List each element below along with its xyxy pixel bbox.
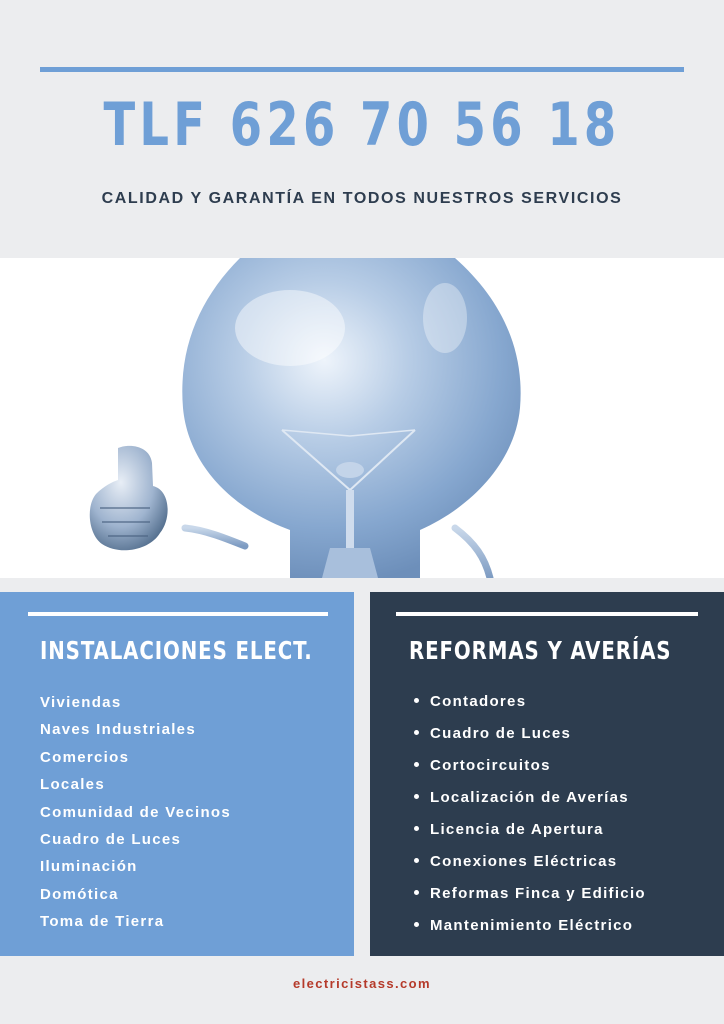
- bullet-icon: [414, 794, 419, 799]
- bullet-icon: [414, 890, 419, 895]
- list-item: Iluminación: [40, 858, 138, 876]
- list-item-label: Contadores: [430, 693, 527, 710]
- panel-divider: [28, 612, 328, 616]
- bullet-icon: [414, 826, 419, 831]
- list-item: Comunidad de Vecinos: [40, 803, 232, 821]
- list-item-label: Licencia de Apertura: [430, 821, 604, 838]
- list-item: [414, 884, 646, 916]
- phone-number[interactable]: TLF 626 70 56 18: [103, 90, 621, 160]
- list-item: [414, 724, 646, 756]
- bullet-icon: [414, 762, 419, 767]
- list-item: [414, 692, 646, 724]
- list-item-label: Conexiones Eléctricas: [430, 853, 618, 870]
- bullet-icon: [414, 730, 419, 735]
- list-item: Domótica: [40, 885, 119, 903]
- installations-list: [40, 693, 231, 940]
- list-item: Comercios: [40, 748, 130, 766]
- list-item: Cuadro de Luces: [40, 830, 182, 848]
- panel-divider: [396, 612, 698, 616]
- list-item: Locales: [40, 776, 105, 794]
- list-item-label: Reformas Finca y Edificio: [430, 885, 646, 902]
- repairs-heading: REFORMAS Y AVERÍAS: [409, 636, 672, 665]
- list-item: [414, 852, 646, 884]
- repairs-list: [414, 692, 646, 948]
- tagline: CALIDAD Y GARANTÍA EN TODOS NUESTROS SERVICIOS: [101, 190, 623, 207]
- bullet-icon: [414, 922, 419, 927]
- list-item: Toma de Tierra: [40, 913, 165, 931]
- list-item: [414, 916, 646, 948]
- list-item: [414, 756, 646, 788]
- list-item-label: Mantenimiento Eléctrico: [430, 917, 634, 934]
- list-item: [414, 788, 646, 820]
- bullet-icon: [414, 698, 419, 703]
- hero-image: [0, 258, 724, 578]
- list-item-label: Cortocircuitos: [430, 757, 551, 774]
- list-item-label: Cuadro de Luces: [430, 725, 572, 742]
- lightbulb-thumbs-up-icon: [0, 258, 724, 578]
- installations-panel: [0, 592, 354, 956]
- list-item: [414, 820, 646, 852]
- list-item: Viviendas: [40, 694, 122, 711]
- list-item-label: Localización de Averías: [430, 789, 629, 806]
- list-item: Naves Industriales: [40, 721, 196, 739]
- installations-heading: INSTALACIONES ELECT.: [40, 636, 313, 665]
- bullet-icon: [414, 858, 419, 863]
- website-link[interactable]: electricistass.com: [293, 976, 431, 991]
- repairs-panel: [370, 592, 724, 956]
- top-divider: [40, 67, 684, 72]
